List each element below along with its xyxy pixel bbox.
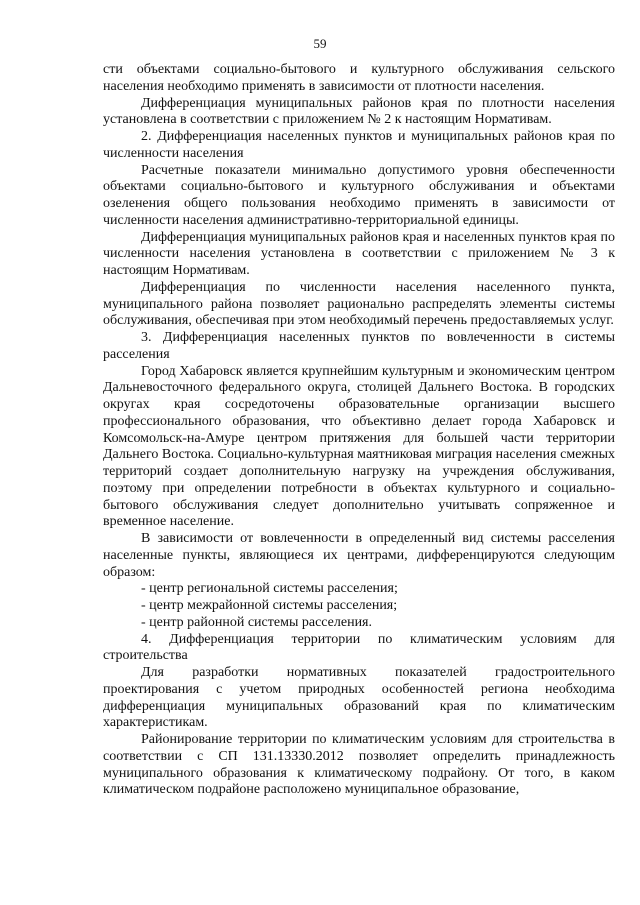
paragraph: Дифференциация муниципальных районов края и населенных пунктов края по численности населения установлена в соответствии с приложением № 3 к настоящим Нормативам. [103,229,615,278]
paragraph: Районирование территории по климатическим условиям для строительства в соответствии с СП 131.13330.2012 позволяет определить принадлежность муниципального образования к климатическому подрайону. От того, в каком климатическом подрайоне расположено муниципальное образование, [103,732,615,798]
paragraph: Расчетные показатели минимально допустимого уровня обеспеченности объектами социально-бытового и культурного обслуживания и объектами озеленения общего пользования необходимо применять в зависимости от численности населения административно-территориальной единицы. [103,162,615,228]
paragraph: Для разработки нормативных показателей градостроительного проектирования с учетом природных особенностей региона необходима дифференциация муниципальных образований края по климатическим характеристикам. [103,665,615,731]
body-text [103,62,615,799]
paragraph: В зависимости от вовлеченности в определенный вид системы расселения населенные пункты, являющиеся их центрами, дифференцируются следующим образом: [103,531,615,580]
paragraph: 4. Дифференциация территории по климатическим условиям для строительства [103,631,615,664]
paragraph: Дифференциация по численности населения населенного пункта, муниципального района позволяет рационально распределять элементы системы обслуживания, обеспечивая при этом необходимый перечень предоставляемых услуг. [103,279,615,329]
page-number: 59 [313,36,327,51]
paragraph: Дифференциация муниципальных районов края по плотности населения установлена в соответствии с приложением № 2 к настоящим Нормативам. [103,95,615,128]
paragraph: 2. Дифференциация населенных пунктов и муниципальных районов края по численности населения [103,129,615,161]
paragraph: сти объектами социально-бытового и культурного обслуживания сельского населения необходимо применять в зависимости от плотности населения. [103,62,615,94]
list-item: - центр районной системы расселения. [141,614,372,630]
paragraph: 3. Дифференциация населенных пунктов по вовлеченности в системы расселения [103,330,615,362]
paragraph: Город Хабаровск является крупнейшим культурным и экономическим центром Дальневосточного федерального округа, столицей Дальнего Востока. В городских округах края сосредоточены образовательные организации высшего профессионального образования, что объективно делает города Хабаровск и Комсомольск-на-Амуре центром притяжения для большей части территории Дальнего Востока. Социально-культурная маятниковая миграция населения смежных территорий создает дополнительную нагрузку на учреждения обслуживания, поэтому при определении потребности в объектах культурного и социально-бытового обслуживания следует дополнительно учитывать сопряженное и временное население. [103,363,615,530]
list-item: - центр региональной системы расселения; [141,581,398,597]
list-item: - центр межрайонной системы расселения; [141,598,398,613]
